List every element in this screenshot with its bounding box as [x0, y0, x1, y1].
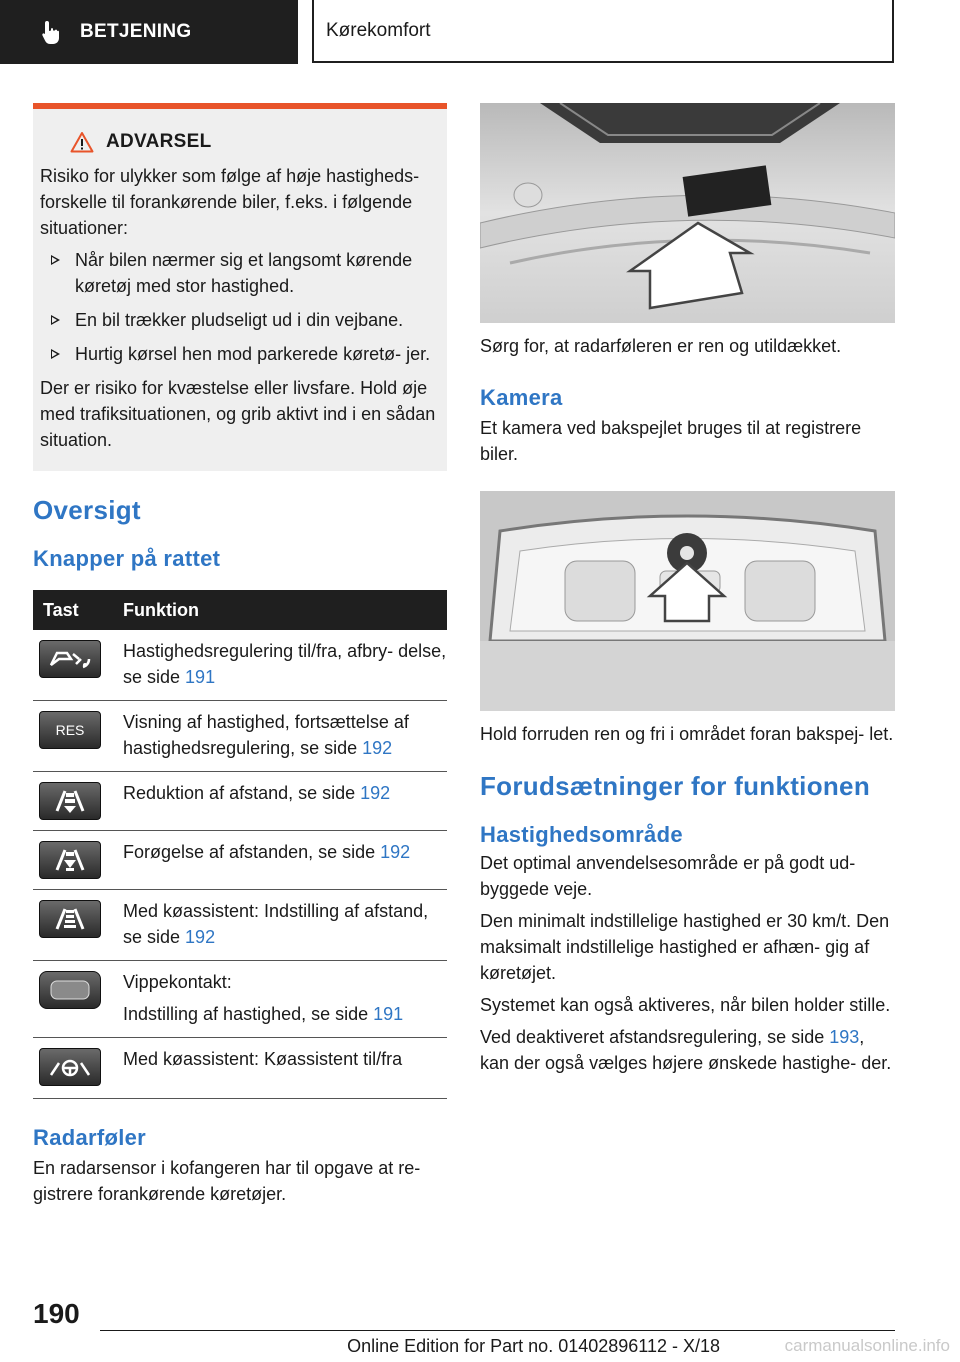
table-row: Hastighedsregulering til/fra, afbry- delse, se side 191: [33, 630, 447, 701]
distance-setting-button-icon: [39, 900, 101, 938]
section-title: BETJENING: [80, 21, 192, 42]
page-link[interactable]: 192: [380, 842, 411, 862]
camera-caption: Hold forruden ren og fri i området foran bakspej- let.: [480, 724, 894, 744]
table-row: Med køassistent: Køassistent til/fra: [33, 1038, 447, 1099]
buttons-table: [33, 590, 447, 1099]
list-item: En bil trækker pludseligt ud i din vejbane.: [40, 307, 440, 333]
warning-outro: Der er risiko for kvæstelse eller livsfare. Hold øje med trafiksituationen, og grib aktivt ind i en sådan situation.: [40, 378, 436, 450]
radar-text: En radarsensor i kofangeren har til opgave at re- gistrere forankørende køretøjer.: [33, 1158, 421, 1204]
paragraph: Ved deaktiveret afstandsregulering, se side 193, kan der også vælges højere ønskede hastighe- der.: [480, 1027, 892, 1073]
cruise-control-button-icon: [39, 640, 101, 678]
table-row: RES Visning af hastighed, fortsættelse af hastighedsregulering, se side 192: [33, 701, 447, 772]
bullet-triangle-icon: [51, 315, 60, 325]
page-link[interactable]: 191: [185, 667, 216, 687]
rocker-switch-icon: [39, 971, 101, 1009]
paragraph: Det optimal anvendelsesområde er på godt ud- byggede veje.: [480, 853, 856, 899]
warning-triangle-icon: [70, 131, 94, 153]
heading-kamera: Kamera: [480, 385, 563, 410]
list-item: Hurtig kørsel hen mod parkerede køretø- jer.: [40, 341, 440, 367]
pointing-hand-icon: [38, 18, 66, 46]
page-link[interactable]: 193: [829, 1027, 860, 1047]
res-button-icon: RES: [39, 711, 101, 749]
table-header-funktion: Funktion: [123, 590, 447, 630]
chapter-title: Kørekomfort: [326, 19, 431, 41]
warning-box: [33, 103, 447, 471]
table-row: Med køassistent: Indstilling af afstand, se side 192: [33, 890, 447, 961]
list-item: Når bilen nærmer sig et langsomt kørende køretøj med stor hastighed.: [40, 247, 440, 299]
watermark: carmanualsonline.info: [784, 1336, 950, 1355]
page-link[interactable]: 192: [185, 927, 216, 947]
distance-reduce-button-icon: [39, 782, 101, 820]
heading-radarfoeler: Radarføler: [33, 1125, 147, 1150]
table-header-tast: Tast: [33, 590, 123, 630]
windshield-illustration: [480, 491, 895, 711]
radar-sensor-photo: [480, 103, 895, 323]
page-link[interactable]: 191: [373, 1004, 404, 1024]
section-tab: [0, 0, 298, 64]
footer-rule: [100, 1330, 895, 1331]
page-number: 190: [33, 1298, 80, 1329]
heading-knapper: Knapper på rattet: [33, 546, 221, 571]
bullet-triangle-icon: [51, 349, 60, 359]
warning-intro: Risiko for ulykker som følge af høje hastigheds- forskelle til forankørende biler, f.eks. i følgende situationer:: [40, 166, 420, 238]
chapter-header: [312, 0, 894, 63]
distance-increase-button-icon: [39, 841, 101, 879]
heading-forudsaetninger: Forudsætninger for funktionen: [480, 771, 871, 801]
paragraph: Systemet kan også aktiveres, når bilen holder stille.: [480, 995, 891, 1015]
right-column: [480, 103, 895, 1076]
paragraph: Den minimalt indstillelige hastighed er 30 km/t. Den maksimalt indstillelige hastighed er afhæn- gig af køretøjet.: [480, 911, 890, 983]
page-link[interactable]: 192: [362, 738, 393, 758]
page-link[interactable]: 192: [360, 783, 391, 803]
edition-text: Online Edition for Part no. 01402896112 - X/18: [347, 1336, 720, 1356]
warning-title: ADVARSEL: [106, 131, 212, 152]
heading-oversigt: Oversigt: [33, 495, 141, 525]
radar-caption: Sørg for, at radarføleren er ren og utildækket.: [480, 336, 842, 356]
kamera-text: Et kamera ved bakspejlet bruges til at registrere biler.: [480, 418, 862, 464]
bumper-illustration: [480, 103, 895, 323]
table-row: Forøgelse af afstanden, se side 192: [33, 831, 447, 890]
left-column: [33, 103, 447, 1207]
traffic-jam-assistant-button-icon: [39, 1048, 101, 1086]
warning-list: [40, 247, 440, 367]
camera-photo: [480, 491, 895, 711]
table-row: Vippekontakt: Indstilling af hastighed, se side 191: [33, 961, 447, 1038]
table-row: Reduktion af afstand, se side 192: [33, 772, 447, 831]
bullet-triangle-icon: [51, 255, 60, 265]
heading-hastighedsomraade: Hastighedsområde: [480, 822, 683, 847]
